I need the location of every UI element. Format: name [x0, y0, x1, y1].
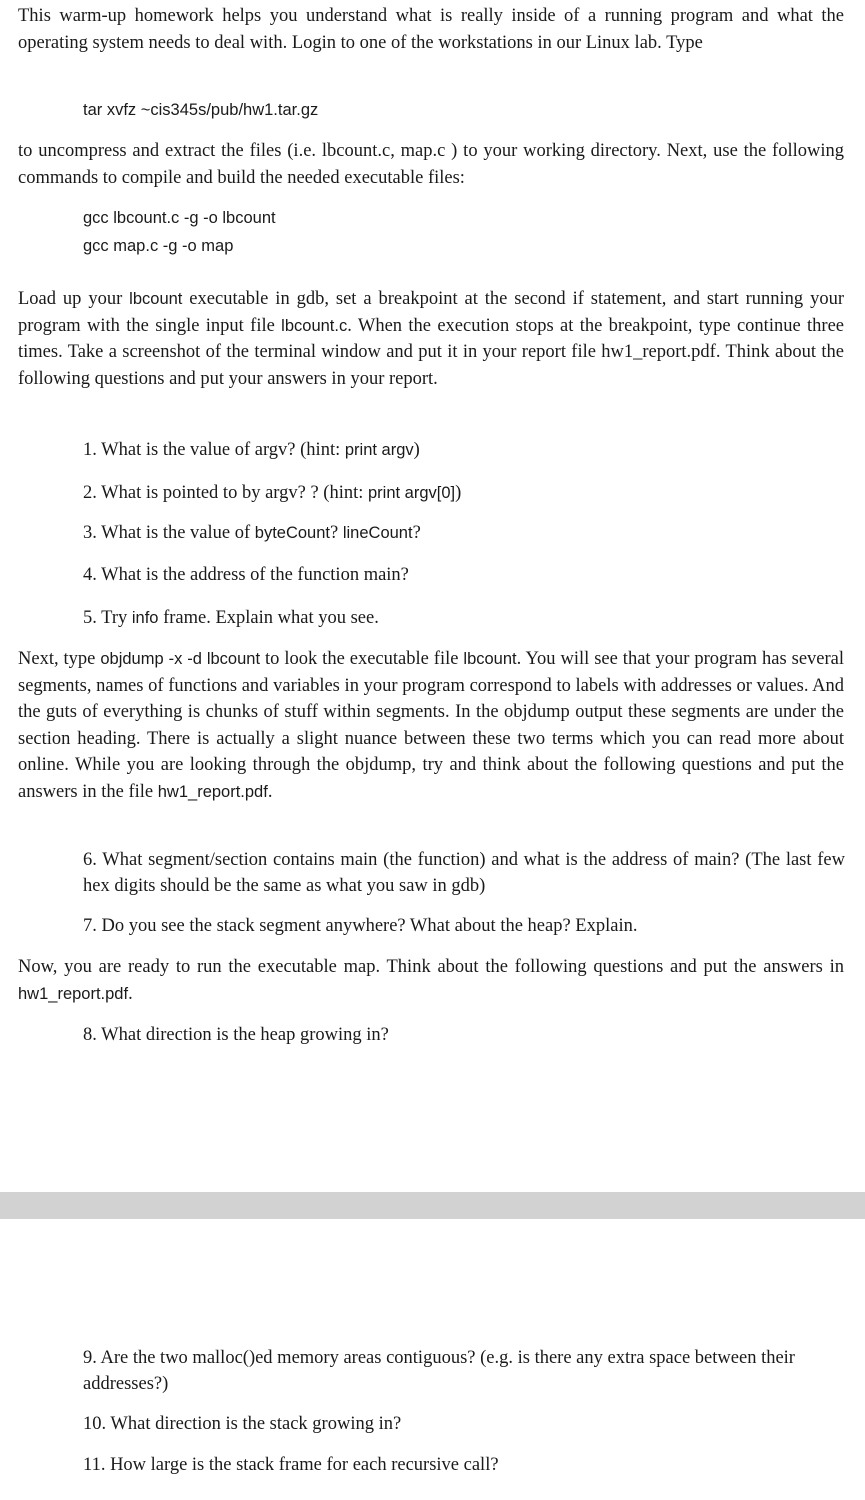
question-2: 2. What is pointed to by argv? ? (hint: print argv[0]): [83, 483, 462, 503]
question-11: 11. How large is the stack frame for each recursive call?: [83, 1455, 499, 1475]
extract-paragraph: to uncompress and extract the files (i.e. lbcount.c, map.c ) to your working directory. Next, use the following commands to compile and build the needed executable files:: [18, 141, 844, 188]
question-6: 6. What segment/section contains main (the function) and what is the address of main? (The last few hex digits should be the same as what you saw in gdb): [83, 850, 845, 896]
question-9: 9. Are the two malloc()ed memory areas contiguous? (e.g. is there any extra space between their addresses?): [83, 1348, 795, 1394]
inline-code: print argv: [344, 441, 414, 459]
question-3: 3. What is the value of byteCount? lineCount?: [83, 523, 421, 543]
intro-paragraph: This warm-up homework helps you understand what is really inside of a running program and what the operating system needs to deal with. Login to one of the workstations in our Linux lab. Type: [18, 6, 844, 53]
map-paragraph: Now, you are ready to run the executable map. Think about the following questions and put the answers in hw1_report.pdf.: [18, 957, 844, 1004]
document-page-2: [0, 1219, 865, 1500]
inline-code: lbcount: [463, 650, 517, 668]
inline-code: print argv[0]: [368, 484, 456, 502]
question-8: 8. What direction is the heap growing in?: [83, 1025, 389, 1045]
gcc-lbcount-command: gcc lbcount.c -g -o lbcount: [83, 209, 276, 227]
question-7: 7. Do you see the stack segment anywhere? What about the heap? Explain.: [83, 916, 638, 936]
gdb-instructions-paragraph: Load up your lbcount executable in gdb, set a breakpoint at the second if statement, and start running your program with the single input file lbcount.c. When the execution stops at the breakpoint, type continue three times. Take a screenshot of the terminal window and put it in your report file hw1_report.pdf. Think about the following questions and put your answers in your report.: [18, 289, 844, 389]
question-4: 4. What is the address of the function main?: [83, 565, 409, 585]
inline-code: lbcount.c: [281, 316, 348, 335]
inline-code: info: [131, 609, 159, 627]
tar-command: tar xvfz ~cis345s/pub/hw1.tar.gz: [83, 101, 319, 119]
inline-code: hw1_report.pdf: [157, 782, 268, 801]
inline-code: objdump -x -d lbcount: [100, 650, 261, 668]
inline-code: hw1_report.pdf: [18, 984, 129, 1003]
inline-code: lineCount: [342, 524, 413, 542]
question-1: 1. What is the value of argv? (hint: print argv): [83, 440, 420, 460]
page-break-gap: [0, 1192, 865, 1219]
inline-code: lbcount: [129, 290, 183, 308]
inline-code: byteCount: [254, 524, 330, 542]
question-10: 10. What direction is the stack growing in?: [83, 1414, 402, 1434]
gcc-map-command: gcc map.c -g -o map: [83, 237, 234, 255]
question-5: 5. Try info frame. Explain what you see.: [83, 608, 379, 628]
objdump-paragraph: Next, type objdump -x -d lbcount to look the executable file lbcount. You will see that your program has several segments, names of functions and variables in your program correspond to labels with addresses or values. And the guts of everything is chunks of stuff within segments. In the objdump output these segments are under the section heading. There is actually a slight nuance between these two terms which you can read more about online. While you are looking through the objdump, try and think about the following questions and put the answers in the file hw1_report.pdf.: [18, 649, 845, 802]
